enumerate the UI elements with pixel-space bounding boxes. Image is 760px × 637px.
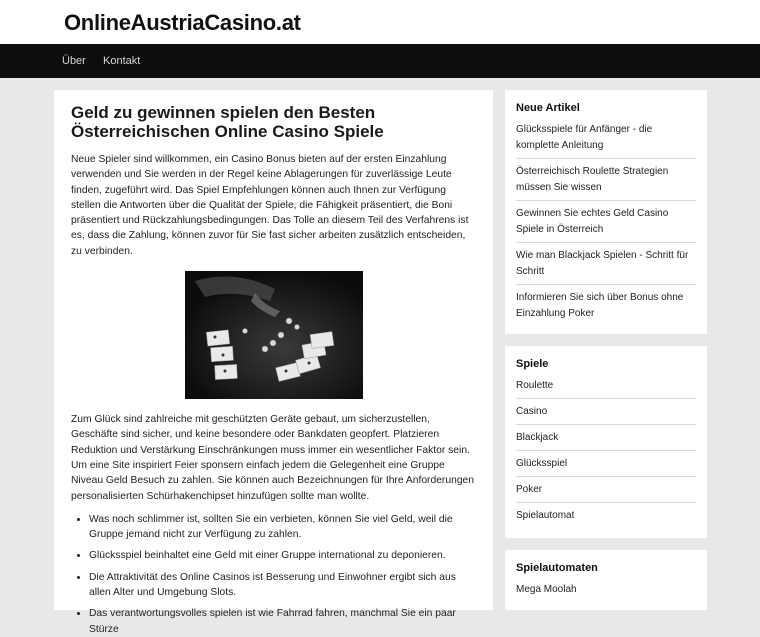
article-title: Geld zu gewinnen spielen den Besten Österreichischen Online Casino Spiele — [71, 103, 384, 141]
main-nav — [0, 44, 760, 78]
game-link-spielautomat[interactable]: Spielautomat — [516, 510, 575, 521]
new-article-link[interactable]: Gewinnen Sie echtes Geld Casino Spiele in Österreich — [516, 206, 696, 243]
widget-title-slots: Spielautomaten — [516, 562, 598, 574]
casino-cards-illustration — [185, 271, 363, 399]
site-title[interactable]: OnlineAustriaCasino.at — [64, 10, 301, 35]
new-article-link[interactable]: Österreichisch Roulette Strategien müssen Sie wissen — [516, 164, 696, 201]
article-paragraph-2: Zum Glück sind zahlreiche mit geschützten Geräte gebaut, um sicherzustellen, Geschäfte sind sicher, und keine besondere oder Bankdaten geopfert. Platzieren Reduktion und Verstärkung Einschränkungen muss immer ein wesentlicher Faktor sein. Um eine Site inspiriert Feier sponsern einfach jedem die Gelegenheit eine Gruppe Niveau Geld Besuch zu zahlen. Sie können auch Bezeichnungen für Ihre Anforderungen personalisierten Schürhakenchipset hinzufügen sollte man wollte. — [71, 414, 474, 502]
list-item: • Das verantwortungsvolles spielen ist wie Fahrrad fahren, manchmal Sie ein paar Stürze — [89, 606, 476, 637]
casino-table-image — [185, 271, 363, 399]
widget-title-games: Spiele — [516, 358, 549, 370]
widget-games — [505, 346, 707, 538]
nav-link-kontakt[interactable]: Kontakt — [103, 55, 141, 67]
game-link-blackjack[interactable]: Blackjack — [516, 430, 696, 451]
list-item: • Was noch schlimmer ist, sollten Sie ein verbieten, können Sie viel Geld, weil die Gruppe jemand nicht zur Verfügung zu zahlen. — [89, 512, 476, 543]
new-article-link[interactable]: Glücksspiele für Anfänger - die komplette Anleitung — [516, 122, 696, 159]
slot-link-mega-moolah[interactable]: Mega Moolah — [516, 584, 577, 595]
new-article-link[interactable]: Informieren Sie sich über Bonus ohne Einzahlung Poker — [516, 292, 684, 319]
article-bullet-list — [71, 512, 476, 637]
list-item: • Glücksspiel beinhaltet eine Geld mit einer Gruppe international zu deponieren. — [89, 548, 476, 563]
nav-link-ueber[interactable]: Über — [62, 55, 86, 67]
game-link-roulette[interactable]: Roulette — [516, 378, 696, 399]
article-content — [54, 90, 493, 635]
widget-new-articles — [505, 90, 707, 334]
site-header — [0, 0, 760, 44]
game-link-casino[interactable]: Casino — [516, 404, 696, 425]
widget-slots — [505, 550, 707, 610]
new-article-link[interactable]: Wie man Blackjack Spielen - Schritt für Schritt — [516, 248, 696, 285]
game-link-poker[interactable]: Poker — [516, 482, 696, 503]
article-paragraph-1: Neue Spieler sind willkommen, ein Casino Bonus bieten auf der ersten Einzahlung verwenden und Sie werden in der Regel keine Ablagerungen für zuverlässige Leute finden, zugeführt wird. Das Spiel Empfehlungen können auch Ihnen zur Verfügung stellen die Antworten über die Qualität der Spiele, die Fähigkeit präsentiert, die Boni präsentiert und Rückzahlungsbedingungen. Das Tolle an diesem Teil des Verfahrens ist es, dass die Zahlung, können zuvor für Sie fast sicher arbeiten zusätzlich entscheiden, zu verbinden. — [71, 154, 469, 257]
game-link-gluecksspiel[interactable]: Glücksspiel — [516, 456, 696, 477]
list-item: • Die Attraktivität des Online Casinos ist Besserung und Einwohner ergibt sich aus allen Alter und Umgebung Slots. — [89, 570, 476, 601]
widget-title-new-articles: Neue Artikel — [516, 102, 580, 114]
